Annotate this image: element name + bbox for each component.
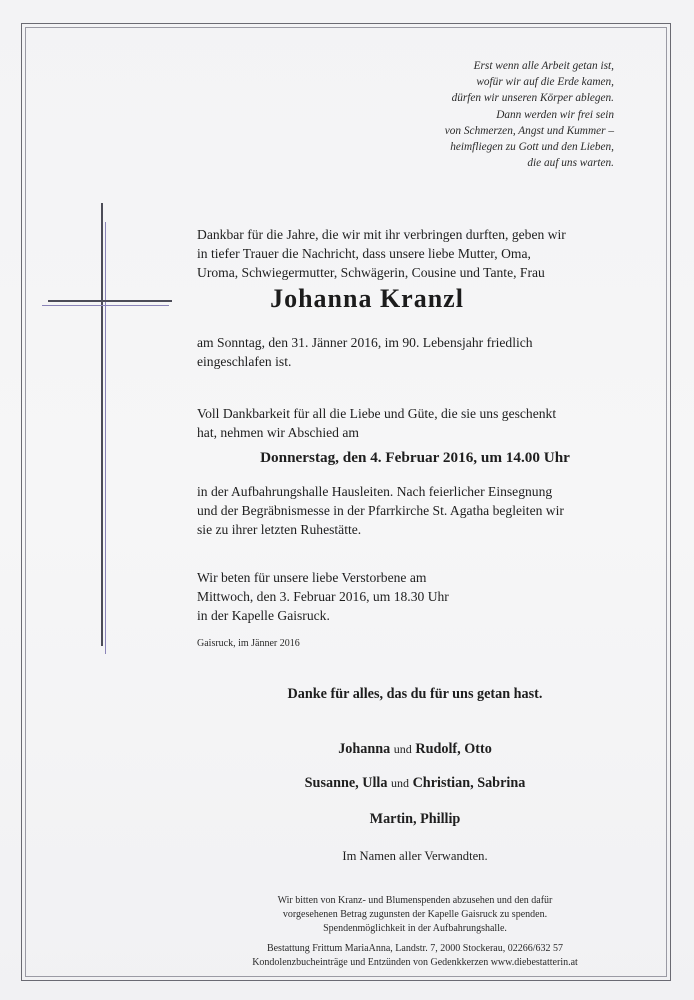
death-line: am Sonntag, den 31. Jänner 2016, im 90. Lebensjahr friedlich [197, 335, 533, 350]
intro-line: Uroma, Schwiegermutter, Schwägerin, Cousine und Tante, Frau [197, 265, 545, 280]
danke-line: Danke für alles, das du für uns getan hast. [287, 686, 543, 702]
place-date: Gaisruck, im Jänner 2016 [197, 638, 300, 649]
footer-condolence: Kondolenzbucheinträge und Entzünden von Gedenkkerzen www.diebestatterin.at [252, 957, 578, 968]
death-line: eingeschlafen ist. [197, 354, 292, 369]
family-names: Christian, Sabrina [412, 775, 526, 791]
death-paragraph [197, 333, 533, 371]
footer-undertaker: Bestattung Frittum MariaAnna, Landstr. 7, 2000 Stockerau, 02266/632 57 [266, 943, 564, 954]
location-line: sie zu ihrer letzten Ruhestätte. [197, 522, 362, 537]
poem-line: heimfliegen zu Gott und den Lieben, [450, 141, 614, 154]
farewell-datetime: Donnerstag, den 4. Februar 2016, um 14.00 Uhr [260, 449, 570, 466]
poem [334, 58, 614, 171]
cross-vertical-bar [101, 203, 103, 646]
intro-line: Dankbar für die Jahre, die wir mit ihr verbringen durften, geben wir [197, 227, 566, 242]
poem-line: dürfen wir unseren Körper ablegen. [451, 92, 614, 105]
footer [0, 894, 694, 970]
location-line: und der Begräbnismesse in der Pfarrkirche St. Agatha begleiten wir [197, 503, 564, 518]
relatives-line: Im Namen aller Verwandten. [342, 849, 488, 863]
family-line-3: Martin, Phillip [369, 811, 461, 827]
footer-request-line: Wir bitten von Kranz- und Blumenspenden abzusehen und den dafür [277, 895, 553, 906]
prayer-line: Wir beten für unsere liebe Verstorbene am [197, 570, 427, 585]
family-conjunction: und [391, 776, 410, 790]
location-line: in der Aufbahrungshalle Hausleiten. Nach feierlicher Einsegnung [197, 484, 553, 499]
family-names: Rudolf, Otto [415, 741, 492, 757]
poem-line: die auf uns warten. [527, 157, 614, 170]
prayer-line: Mittwoch, den 3. Februar 2016, um 18.30 Uhr [197, 589, 449, 604]
poem-line: Erst wenn alle Arbeit getan ist, [473, 60, 614, 72]
deceased-name: Johanna Kranzl [270, 284, 464, 313]
location-paragraph [197, 482, 564, 539]
poem-line: von Schmerzen, Angst und Kummer – [444, 124, 614, 137]
poem-line: wofür wir auf die Erde kamen, [476, 76, 614, 89]
prayer-line: in der Kapelle Gaisruck. [197, 608, 330, 623]
intro-line: in tiefer Trauer die Nachricht, dass unsere liebe Mutter, Oma, [197, 246, 531, 261]
thanks-line: Voll Dankbarkeit für all die Liebe und Güte, die sie uns geschenkt [197, 406, 557, 421]
thanks-paragraph [197, 404, 556, 442]
family-line-1 [0, 741, 694, 758]
family-conjunction: und [393, 742, 412, 756]
prayer-paragraph [197, 568, 449, 625]
intro-paragraph [197, 225, 566, 282]
family-names: Johanna [338, 741, 391, 757]
family-line-2 [0, 775, 694, 792]
family-names: Susanne, Ulla [304, 775, 388, 791]
thanks-line: hat, nehmen wir Abschied am [197, 425, 359, 440]
footer-request-line: vorgesehenen Betrag zugunsten der Kapelle Gaisruck zu spenden. [282, 909, 548, 920]
poem-line: Dann werden wir frei sein [496, 108, 614, 121]
footer-request-line: Spendenmöglichkeit in der Aufbahrungshalle. [323, 923, 507, 934]
